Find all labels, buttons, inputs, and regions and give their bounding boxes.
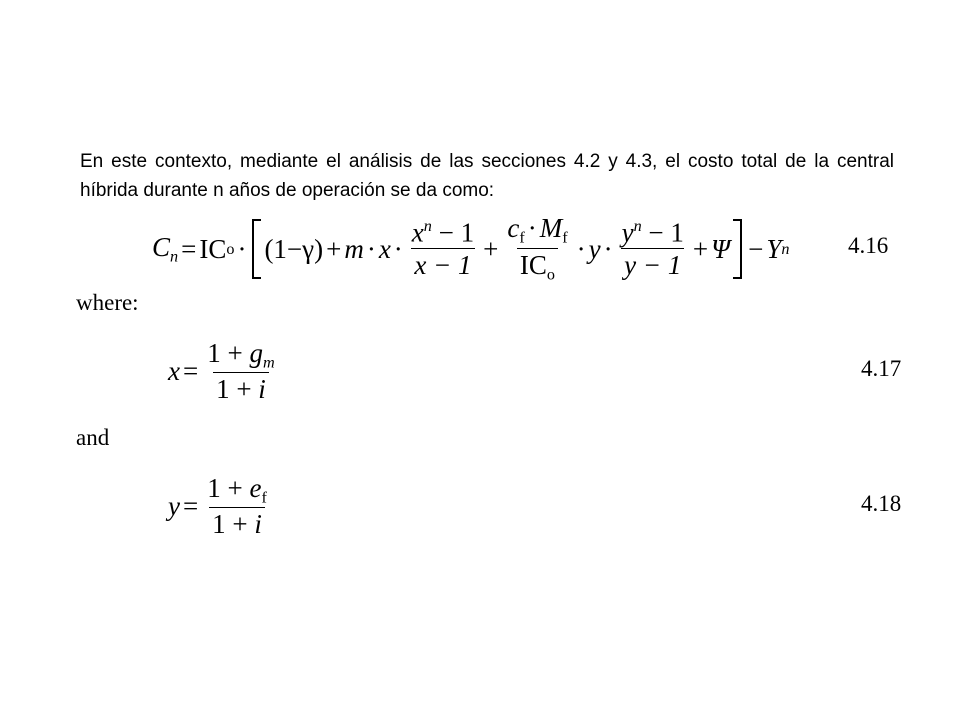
left-bracket-icon: [252, 219, 261, 279]
eq416-M-sub: f: [562, 229, 568, 247]
eq416-y: y: [588, 233, 601, 264]
equation-number-4-18: 4.18: [861, 491, 902, 516]
eq416-ic: IC: [199, 233, 227, 264]
eq418-num-pre: 1 +: [207, 472, 250, 503]
eq416-frac2-den-sub: o: [546, 265, 556, 284]
eq416-cdot-2: ·: [366, 233, 376, 264]
eq416-frac1-num-rest: − 1: [431, 217, 475, 248]
eq416-frac1-den: x − 1: [414, 250, 472, 281]
eq416-fraction-3: [619, 218, 687, 279]
eq417-den-pre: 1 +: [216, 374, 259, 405]
eq416-equals: =: [181, 233, 197, 264]
equation-4-16: [152, 213, 790, 284]
eq418-num-sub: f: [261, 488, 267, 507]
equation-number-4-16: 4.16: [848, 233, 889, 258]
eq416-c-sub: f: [519, 229, 525, 247]
eq416-frac3-num-sup: n: [633, 217, 642, 236]
intro-paragraph: En este contexto, mediante el análisis de las secciones 4.2 y 4.3, el costo total de la central híbrida durante n años de operación se da como:: [80, 151, 894, 201]
eq416-cdot-5: ·: [576, 233, 586, 264]
eq416-frac3-numerator: [619, 218, 687, 248]
eq416-one-minus-gamma: (1−γ): [264, 233, 324, 264]
eq416-frac3-num-rest: − 1: [641, 217, 684, 248]
eq417-numerator: [204, 339, 277, 373]
eq418-den-var: i: [254, 509, 262, 540]
eq416-ic-sub: o: [226, 239, 235, 258]
eq416-plus-2: +: [483, 233, 499, 264]
eq416-fraction-1: [409, 218, 477, 279]
equation-4-18: [168, 473, 273, 539]
eq418-fraction: [204, 474, 270, 539]
eq416-frac3-denominator: [621, 248, 684, 279]
eq416-minus: −: [748, 233, 764, 264]
eq416-psi: Ψ: [711, 233, 731, 264]
eq416-cdot-3: ·: [393, 233, 403, 264]
eq416-Y-sub: n: [781, 239, 790, 258]
eq416-frac3-den: y − 1: [624, 250, 682, 281]
eq418-num-var: e: [249, 472, 262, 503]
eq416-frac2-den: IC: [519, 250, 547, 280]
eq417-equals: =: [182, 355, 199, 386]
eq416-M: M: [539, 213, 563, 244]
equation-number-4-17: 4.17: [861, 356, 902, 381]
eq416-c: c: [507, 213, 520, 244]
eq416-lhs: [152, 232, 178, 267]
eq416-fraction-2: [504, 214, 570, 283]
eq417-lhs: x: [168, 355, 180, 386]
eq416-lhs-var: C: [152, 231, 171, 262]
eq417-num-var: g: [249, 337, 263, 368]
eq416-frac1-numerator: [409, 218, 477, 248]
eq416-Y: Y: [766, 233, 782, 264]
right-bracket-icon: [733, 219, 742, 279]
connector-and: and: [76, 425, 110, 450]
eq417-fraction: [204, 339, 277, 404]
eq417-num-pre: 1 +: [207, 337, 250, 368]
eq416-lhs-sub: n: [170, 247, 179, 266]
eq418-numerator: [204, 474, 270, 508]
eq417-denominator: [213, 372, 269, 403]
eq416-plus-3: +: [692, 233, 709, 264]
eq418-lhs: y: [168, 490, 180, 521]
eq416-frac2-numerator: [504, 214, 570, 248]
eq416-cdot-1: ·: [237, 233, 247, 264]
connector-where: where:: [76, 290, 139, 315]
eq416-plus-1: +: [326, 233, 342, 264]
eq417-num-sub: m: [262, 353, 275, 372]
eq418-den-pre: 1 +: [212, 509, 255, 540]
eq416-frac1-num-base: x: [411, 217, 424, 248]
equation-4-17: [168, 338, 281, 404]
eq416-m: m: [344, 233, 364, 264]
eq416-frac2-denominator: [517, 248, 558, 284]
eq416-cdot-4: ·: [527, 213, 537, 244]
eq416-frac1-num-sup: n: [423, 217, 432, 236]
eq416-frac1-denominator: [411, 248, 474, 279]
eq418-equals: =: [182, 490, 199, 521]
eq416-x: x: [378, 233, 391, 264]
eq418-denominator: [209, 507, 265, 538]
eq417-den-var: i: [258, 374, 266, 405]
eq416-frac3-num-base: y: [621, 217, 634, 248]
eq416-cdot-6: ·: [603, 233, 613, 264]
